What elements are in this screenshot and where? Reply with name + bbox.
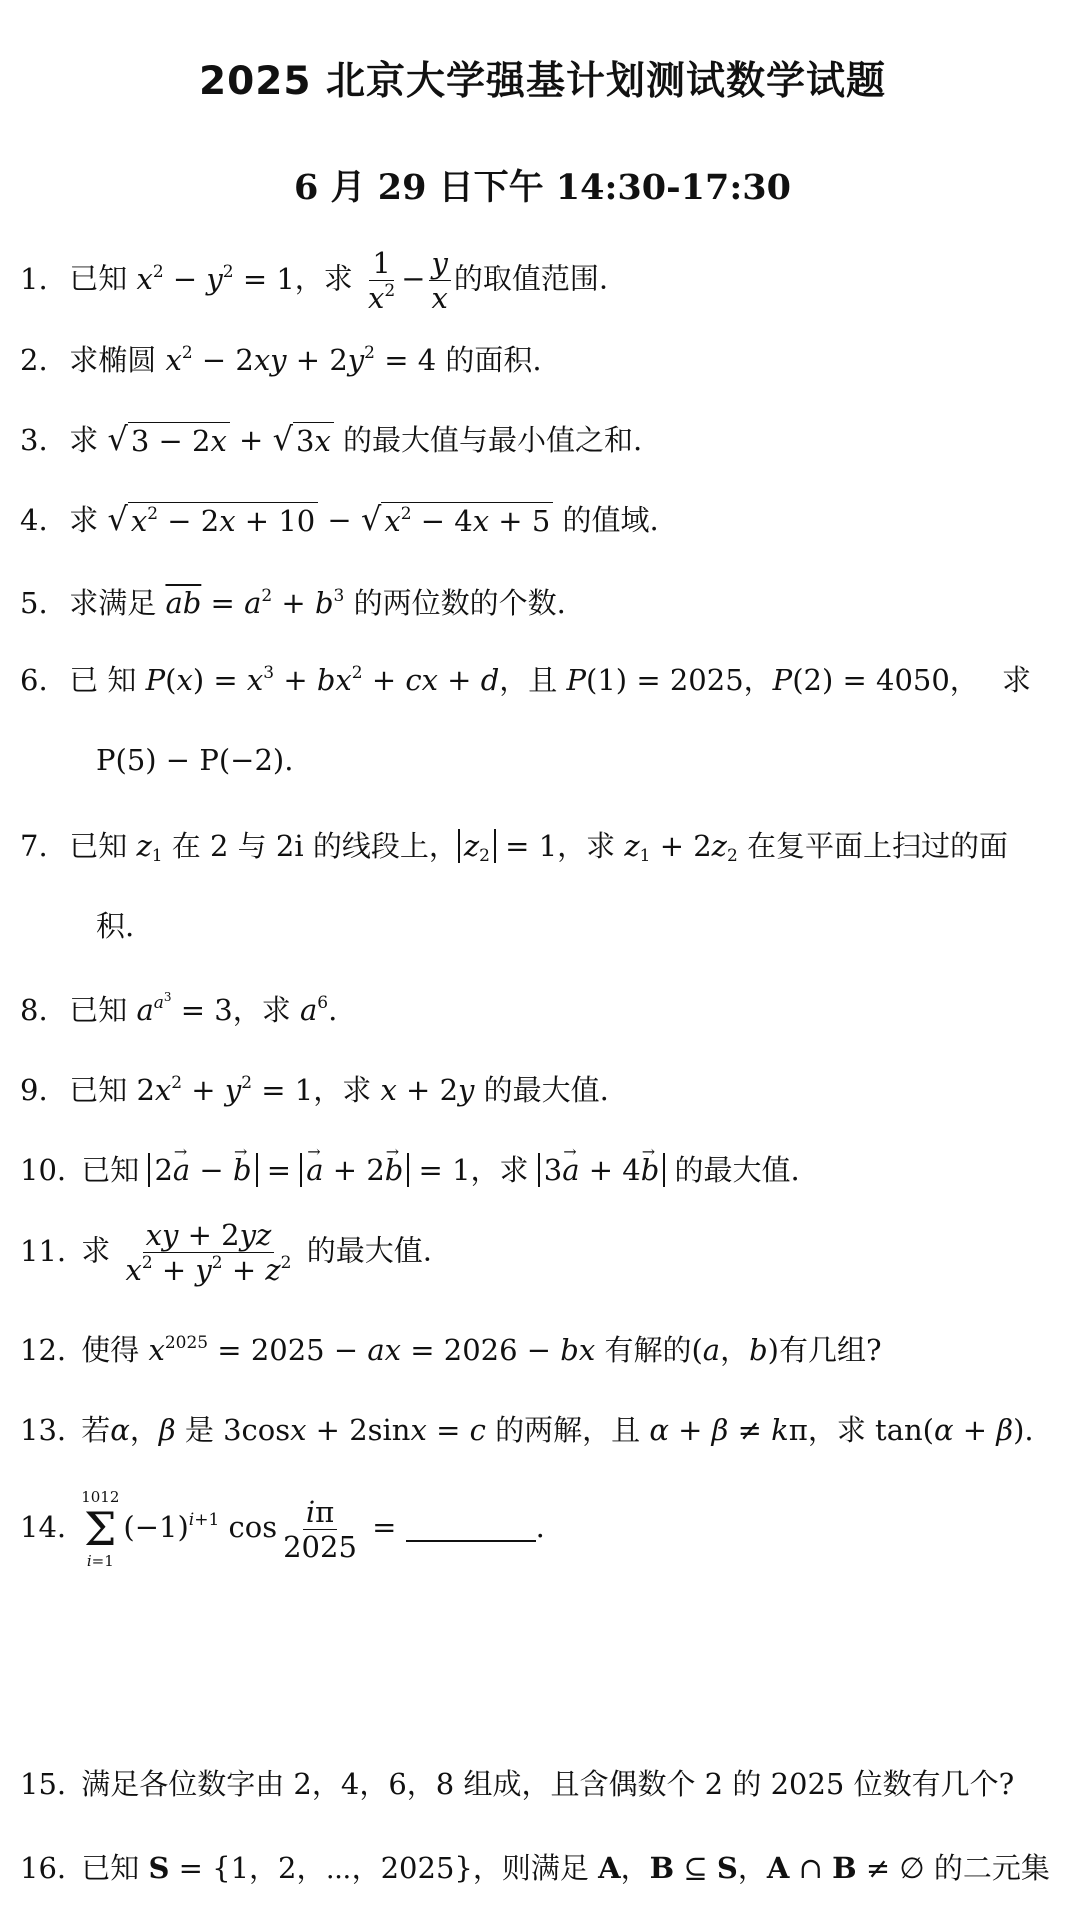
sqrt: √ $x^2 - 2x + 10$ <box>107 500 318 539</box>
question-number: 10. <box>20 1153 67 1187</box>
question-text: ，求 <box>294 261 353 296</box>
question-text: 已知 <box>69 993 128 1027</box>
question-text: 已知 <box>69 829 128 863</box>
question-1: 1. 已知 $x^2 - y^2 = 1$，求 $\frac{1}{x^2}$ − $\frac{y}{x}$ 的取值范围. <box>20 246 609 315</box>
question-number: 3. <box>20 423 48 457</box>
question-text: 的二元集 <box>933 1851 1050 1885</box>
question-text: ，求 <box>313 1073 372 1107</box>
question-number: 6. <box>20 663 48 697</box>
question-text: 已知 <box>81 1851 140 1885</box>
sqrt: √ $x^2 - 4x + 5$ <box>361 500 553 539</box>
formula: 3cosx + 2sinx = c <box>223 1413 486 1447</box>
question-text: ，则满足 <box>472 1851 589 1885</box>
question-text: 在复平面上扫过的面 <box>747 829 1009 863</box>
formula: α，β <box>110 1413 176 1447</box>
question-text: ，求 <box>557 829 616 863</box>
formula: (a，b) <box>691 1333 779 1367</box>
question-text: ，求 <box>232 993 291 1027</box>
question-text: 求 <box>69 423 99 457</box>
question-text: 的取值范围. <box>453 261 609 296</box>
question-text: 有几组? <box>779 1333 882 1367</box>
question-6-continued: P(5) − P(−2). <box>96 743 294 777</box>
sqrt: √ 3x <box>273 420 334 459</box>
fraction: $\frac{1}{x^2}$ <box>368 246 396 315</box>
formula: S = {1，2，⋯，2025} <box>148 1851 473 1885</box>
exam-title: 2025 北京大学强基计划测试数学试题 <box>198 59 887 104</box>
formula: $\overline{ab} = a^2 + b^3$ <box>165 586 345 620</box>
formula: A，B ⊆ S，A ∩ B ≠ ∅ <box>598 1851 925 1885</box>
question-number: 9. <box>20 1073 48 1107</box>
question-text: 求椭圆 <box>69 343 157 377</box>
question-10 <box>20 1150 1070 1190</box>
question-number: 16. <box>20 1851 67 1885</box>
question-text: 的值域. <box>562 503 659 537</box>
formula: $a^6$ <box>299 993 329 1027</box>
question-number: 12. <box>20 1333 67 1367</box>
formula: tan(α + β). <box>875 1413 1034 1447</box>
question-7-continued: 积. <box>96 909 135 943</box>
question-text: . <box>535 1510 545 1544</box>
fraction: $\frac{xy + 2yz}{x^2 + y^2 + z^2}$ <box>125 1218 292 1287</box>
question-14: 14. 1012 Σ i=1 $(-1)^{i+1}$ cos $\frac{i\pi}{2025}$ = . <box>20 1488 545 1570</box>
formula: P(1) = 2025，P(2) = 4050， <box>566 663 979 697</box>
question-11 <box>20 1218 1070 1287</box>
question-number: 4. <box>20 503 48 537</box>
formula: x + 2y <box>380 1073 475 1107</box>
question-text: 已知 <box>69 1073 128 1107</box>
fraction: $\frac{i\pi}{2025}$ <box>283 1494 357 1564</box>
formula: $z_1$ <box>136 829 163 867</box>
question-number: 15. <box>20 1767 67 1801</box>
exam-time: 6 月 29 日下午 14:30-17:30 <box>294 167 791 208</box>
question-text: 的两解，且 <box>495 1413 641 1447</box>
question-4: 4. 求 √ $x^2 - 2x + 10$ − √ $x^2 - 4x + 5$ 的值域. <box>20 500 659 538</box>
fraction: $\frac{y}{x}$ <box>429 246 451 315</box>
question-text: 的最大值. <box>483 1073 609 1107</box>
question-text: 满足各位数字由 2，4，6，8 组成，且含偶数个 2 的 2025 位数有几个? <box>81 1767 1015 1801</box>
question-text: 的最大值与最小值之和. <box>343 423 643 457</box>
question-text: 若 <box>81 1413 111 1447</box>
question-text: 已 知 <box>69 663 137 697</box>
question-9 <box>20 1070 1070 1110</box>
question-text: ，求 <box>470 1153 529 1187</box>
formula: $z_2 = 1$ <box>458 829 557 863</box>
question-text: 在 2 与 2i 的线段上， <box>171 829 458 863</box>
question-7 <box>20 826 1070 866</box>
question-number: 14. <box>20 1510 67 1544</box>
formula: $(-1)^{i+1}$ cos <box>123 1510 278 1544</box>
question-number: 13. <box>20 1413 67 1447</box>
question-number: 2. <box>20 343 48 377</box>
question-text: ，求 <box>807 1413 866 1447</box>
answer-blank <box>406 1516 536 1542</box>
formula: α + β ≠ kπ <box>649 1413 808 1447</box>
question-text: 的最大值. <box>674 1153 800 1187</box>
question-5 <box>20 583 1070 623</box>
formula: $P(x) = x^3 + bx^2$ + cx + d <box>145 663 500 697</box>
question-text: 有解的 <box>604 1333 692 1367</box>
formula: 2→ a − → b = → a + 2→ b = 1 <box>148 1153 470 1187</box>
formula: $x^2 - y^2 = 1$ <box>136 261 295 296</box>
question-text: 是 <box>184 1413 214 1447</box>
question-13 <box>20 1410 1070 1450</box>
question-number: 7. <box>20 829 48 863</box>
question-text: 求 <box>1002 663 1032 697</box>
question-text: ，且 <box>499 663 558 697</box>
question-text: 已知 <box>69 261 128 296</box>
question-text: . <box>328 993 338 1027</box>
question-text: 使得 <box>81 1333 140 1367</box>
question-8 <box>20 990 1070 1030</box>
formula: $x^{2025} = 2025$ − ax = 2026 − bx <box>148 1333 596 1367</box>
question-text: 的最大值. <box>306 1233 432 1268</box>
question-text: 求满足 <box>69 586 157 620</box>
question-12 <box>20 1330 1070 1370</box>
question-2 <box>20 340 1070 380</box>
formula: $2x^2 + y^2 = 1$ <box>136 1073 314 1107</box>
question-text: 求 <box>69 503 99 537</box>
question-6 <box>20 660 1070 700</box>
formula: $x^2 - 2xy + 2y^2 = 4$ <box>165 343 437 377</box>
question-15 <box>20 1764 1070 1804</box>
sqrt: √ 3 − 2x <box>107 420 229 459</box>
question-number: 5. <box>20 586 48 620</box>
formula: 3→ a + 4→ b <box>538 1153 666 1187</box>
question-number: 11. <box>20 1233 67 1268</box>
question-number: 1. <box>20 261 48 296</box>
formula: $z_1 + 2z_2$ <box>624 829 738 867</box>
question-text: 的两位数的个数. <box>353 586 566 620</box>
summation: 1012 Σ i=1 <box>81 1488 120 1570</box>
question-text: 已知 <box>81 1153 140 1187</box>
formula: $a^{a^3} = 3$ <box>136 989 233 1027</box>
question-text: 的面积. <box>445 343 542 377</box>
question-text: 求 <box>81 1233 111 1268</box>
question-16 <box>20 1848 1070 1888</box>
question-number: 8. <box>20 993 48 1027</box>
question-3: 3. 求 √ 3 − 2x + √ 3x 的最大值与最小值之和. <box>20 420 643 458</box>
